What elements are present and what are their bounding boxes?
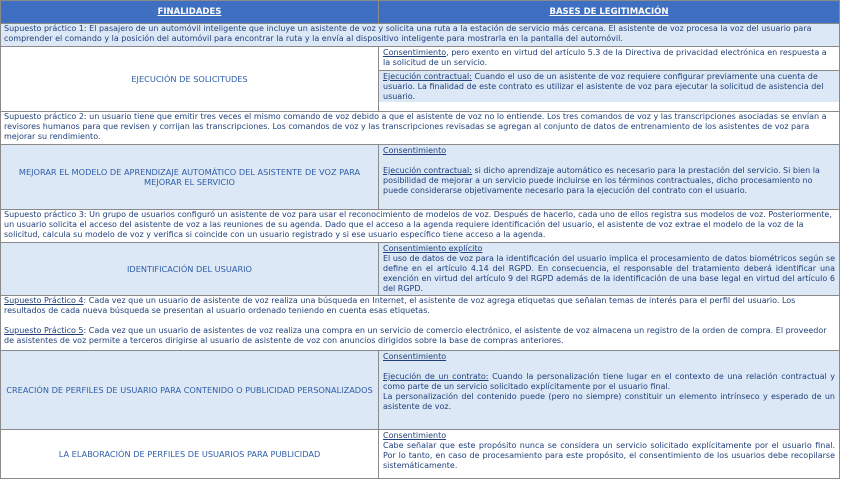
purpose-perfiles-contenido: CREACIÓN DE PERFILES DE USUARIO PARA CONTENIDO O PUBLICIDAD PERSONALIZADOS — [1, 351, 379, 430]
case-row-2 — [1, 112, 840, 145]
purpose-row-1 — [1, 47, 840, 112]
basis-consentimiento-1-text: , pero exento en virtud del artículo 5.3 de la Directiva de privacidad electrónica en respuesta a la solicitud de un servicio. — [383, 48, 827, 67]
case-5-text: : Cada vez que un usuario de asistentes de voz realiza una compra en un servicio de comercio electrónico, el asistente de voz almacena un registro de la orden de compra. El proveedor de asistentes de voz permite a terceros dirigirse al usuario de asistente de voz con anuncios dirigidos sobre la base de compras anteriores. — [4, 326, 827, 345]
basis-explicit-consent: Consentimiento explícito — [383, 244, 483, 253]
purpose-mejorar: MEJORAR EL MODELO DE APRENDIZAJE AUTOMÁTICO DEL ASISTENTE DE VOZ PARA MEJORAR EL SERVICIO — [1, 145, 379, 210]
basis-consentimiento-5-text: Cabe señalar que este propósito nunca se considera un servicio solicitado explícitamente por el usuario final. Por lo tanto, en caso de procesamiento para este propósito, el consentimiento de los usuarios debe recopilarse sistemáticamente. — [383, 441, 835, 470]
basis-cell-5 — [379, 430, 840, 479]
basis-consentimiento-5: Consentimiento — [383, 431, 447, 440]
basis-consentimiento-1: Consentimiento — [383, 48, 447, 57]
basis-contract-block-1 — [379, 70, 839, 102]
basis-consentimiento-4: Consentimiento — [383, 352, 447, 361]
case-3-text: Supuesto práctico 3: Un grupo de usuarios configuró un asistente de voz para usar el reconocimiento de modelos de voz. Después de hacerlo, cada uno de ellos registra sus modelos de voz. Posteriormente, un usuario solicita el acceso del asistente de voz a las reuniones de su agenda. Dado que el acceso a la agenda requiere identificación del usuario, el asistente de voz extrae el modelo de la voz de la solicitud, calcula su modelo de voz y verifica si coincide con un usuario registrado y si ese usuario específico tiene acceso a la agenda. — [1, 210, 840, 243]
purpose-row-5 — [1, 430, 840, 479]
purpose-row-4 — [1, 351, 840, 430]
case-2-text: Supuesto práctico 2: un usuario tiene que emitir tres veces el mismo comando de voz debido a que el asistente de voz no lo entiende. Los tres comandos de voz y las transcripciones asociadas se envían a revisores humanos para que revisen y corrijan las transcripciones. Los comandos de voz y las transcripciones revisadas se agregan al conjunto de datos de entrenamiento de los asistentes de voz para mejorar su rendimiento. — [1, 112, 840, 145]
basis-personalizacion-text: La personalización del contenido puede (pero no siempre) constituir un elemento intrínseco y esperado de un asistente de voz. — [383, 392, 835, 411]
basis-cell-4 — [379, 351, 840, 430]
purpose-perfiles-publicidad: LA ELABORACIÓN DE PERFILES DE USUARIOS PARA PUBLICIDAD — [1, 430, 379, 479]
basis-contract-2-text: si dicho aprendizaje automático es necesario para la prestación del servicio. Si bien la posibilidad de mejorar a un servicio puede incluirse en los términos contractuales, dicho procesamiento no puede considerarse objetivamente necesario para la ejecución del contrato con el usuario. — [383, 166, 820, 195]
basis-contract-2: Ejecución contractual: — [383, 166, 472, 175]
case-row-1 — [1, 24, 840, 47]
case-row-4-5 — [1, 296, 840, 351]
basis-explicit-consent-text: El uso de datos de voz para la identificación del usuario implica el procesamiento de datos biométricos según se define en el artículo 4.14 del RGPD. En consecuencia, el responsable del tratamiento deberá identificar una exención en virtud del artículo 9 del RGPD además de la identificación de una base legal en virtud del artículo 6 del RGPD. — [383, 254, 836, 293]
basis-cell-1 — [379, 47, 840, 112]
case-5-title: Supuesto Práctico 5 — [4, 326, 84, 335]
purpose-row-2 — [1, 145, 840, 210]
case-1-text: Supuesto práctico 1: El pasajero de un automóvil inteligente que incluye un asistente de voz y solicita una ruta a la estación de servicio más cercana. El asistente de voz procesa la voz del usuario para comprender el comando y la posición del automóvil para encontrar la ruta y la envía al dispositivo inteligente para mostrarla en la pantalla del automóvil. — [1, 24, 840, 47]
purpose-identificacion: IDENTIFICACIÓN DEL USUARIO — [1, 243, 379, 296]
header-finalidades: FINALIDADES — [1, 1, 379, 24]
basis-contract-1-text: Cuando el uso de un asistente de voz requiere configurar previamente una cuenta de usuario. La finalidad de este contrato es utilizar el asistente de voz para ejecutar la solicitud de asistencia del usuario. — [383, 72, 824, 101]
basis-contract-1: Ejecución contractual: — [383, 72, 472, 81]
basis-consentimiento-2: Consentimiento — [383, 146, 447, 155]
header-row — [1, 1, 840, 24]
basis-cell-2 — [379, 145, 840, 210]
header-bases: BASES DE LEGITIMACIÓN — [379, 1, 840, 24]
purpose-ejecucion: EJECUCIÓN DE SOLICITUDES — [1, 47, 379, 112]
basis-contract-4: Ejecución de un contrato: — [383, 372, 489, 381]
basis-cell-3 — [379, 243, 840, 296]
case-row-3 — [1, 210, 840, 243]
case-4-text: : Cada vez que un usuario de asistente de voz realiza una búsqueda en Internet, el asistente de voz agrega etiquetas que señalan temas de interés para el perfil del usuario. Los resultados de cada nueva búsqueda se presentan al usuario ordenado teniendo en cuenta esas etiquetas. — [4, 296, 796, 315]
basis-contract-4-text: Cuando la personalización tiene lugar en el contexto de una relación contractual y como parte de un servicio solicitado explícitamente por el usuario final. — [383, 372, 835, 391]
case-4-5-cell — [1, 296, 840, 351]
case-4-title: Supuesto Práctico 4 — [4, 296, 84, 305]
purpose-row-3 — [1, 243, 840, 296]
